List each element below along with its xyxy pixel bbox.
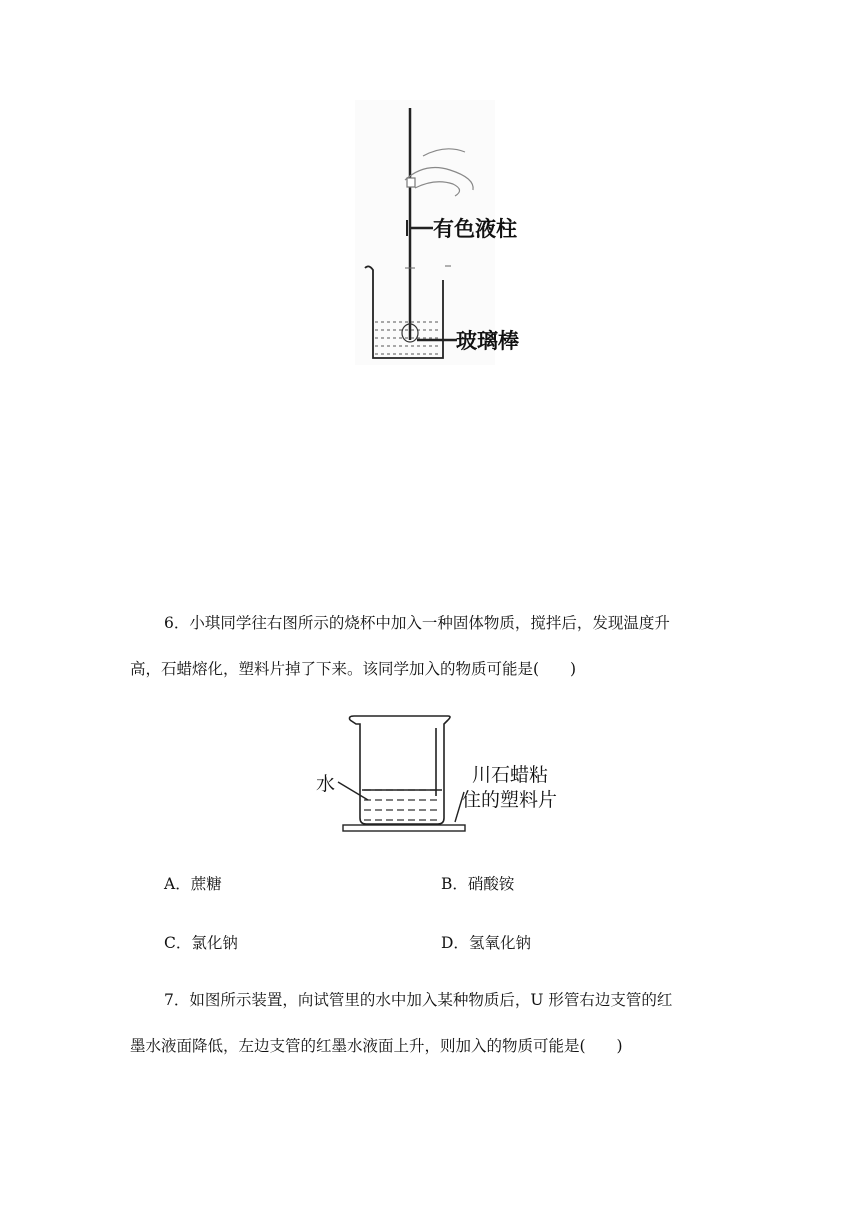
figure-beaker-plastic — [310, 710, 600, 840]
option-d-text: 氢氧化钠 — [468, 934, 531, 952]
option-d-letter: D． — [441, 934, 469, 952]
question-7-text — [130, 977, 740, 1069]
figure-thermometer-setup — [355, 100, 545, 365]
question-7-line-2: 墨水液面降低，左边支管的红墨水液面上升，则加入的物质可能是( ) — [130, 1037, 623, 1055]
question-6-text — [130, 600, 740, 692]
water-pointer — [338, 782, 368, 800]
question-7-line-1: 7．如图所示装置，向试管里的水中加入某种物质后，U 形管右边支管的红 — [164, 991, 673, 1009]
label-glass-rod: 玻璃棒 — [456, 329, 519, 353]
option-a[interactable] — [164, 872, 222, 894]
option-c-letter: C． — [164, 934, 192, 952]
option-d[interactable] — [441, 931, 531, 953]
option-a-text: 蔗糖 — [190, 875, 222, 893]
option-a-letter: A． — [164, 875, 191, 893]
beaker-2 — [350, 716, 451, 824]
option-c[interactable] — [164, 931, 238, 953]
label-colored-liquid: 有色液柱 — [433, 217, 517, 241]
option-b[interactable] — [441, 872, 514, 894]
label-plastic-line-2: 住的塑料片 — [462, 789, 558, 811]
question-6-line-1: 6．小琪同学往右图所示的烧杯中加入一种固体物质，搅拌后，发现温度升 — [164, 614, 670, 632]
option-b-letter: B． — [441, 875, 468, 893]
option-b-text: 硝酸铵 — [467, 875, 515, 893]
option-c-text: 氯化钠 — [191, 934, 238, 952]
question-6-line-2: 高，石蜡熔化，塑料片掉了下来。该同学加入的物质可能是( ) — [130, 660, 577, 678]
water-lines — [364, 790, 440, 820]
plastic-sheet — [343, 825, 465, 831]
label-plastic-line-1: 川石蜡粘 — [472, 764, 549, 786]
label-water: 水 — [316, 773, 336, 795]
